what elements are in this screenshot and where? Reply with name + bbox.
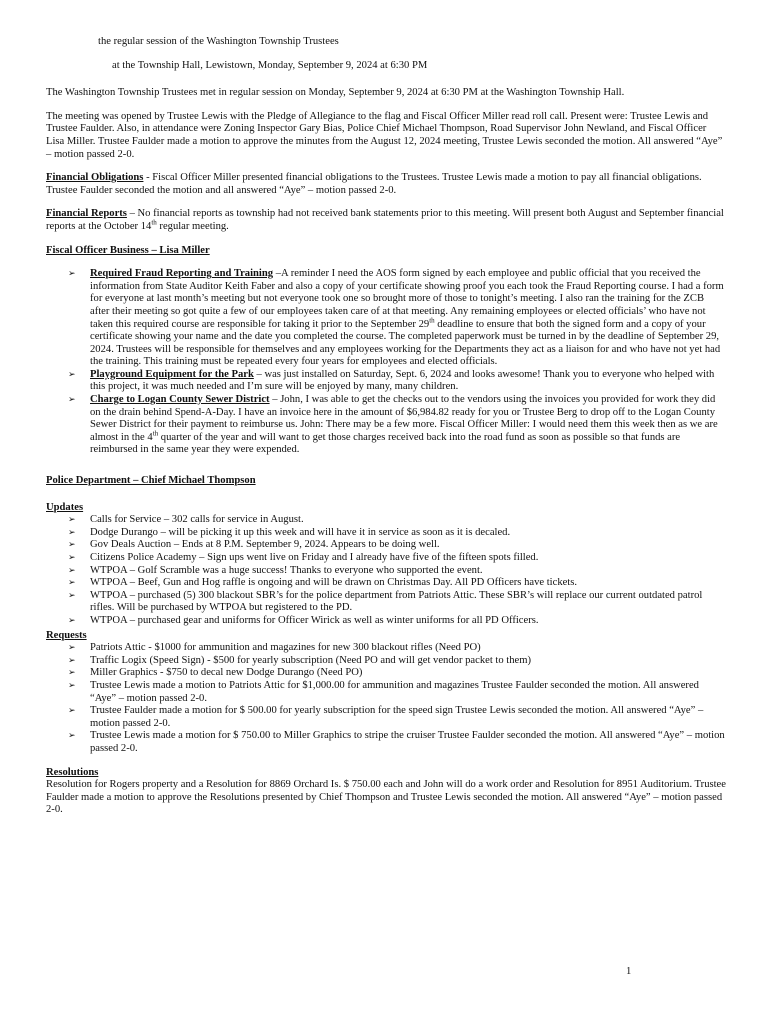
bullet-arrow-icon: ➢ (68, 655, 76, 666)
list-item (46, 680, 726, 705)
bullet-arrow-icon: ➢ (68, 680, 76, 691)
bullet-arrow-icon: ➢ (68, 527, 76, 538)
list-item-text: WTPOA – purchased gear and uniforms for Officer Wirick as well as winter uniforms for all PD Officers. (90, 614, 539, 626)
updates-heading-text: Updates (46, 501, 84, 513)
list-item (46, 527, 726, 540)
item-lead: Charge to Logan County Sewer District (90, 394, 270, 406)
fiscal-officer-list (46, 268, 726, 457)
list-item (46, 394, 726, 457)
bullet-arrow-icon: ➢ (68, 615, 76, 626)
updates-list (46, 514, 726, 627)
list-item-text: WTPOA – Beef, Gun and Hog raffle is ongoing and will be drawn on Christmas Day. All PD Officers have tickets. (90, 577, 578, 589)
list-item (46, 565, 726, 578)
list-item-text: Gov Deals Auction – Ends at 8 P.M. September 9, 2024. Appears to be doing well. (90, 539, 440, 551)
bullet-arrow-icon: ➢ (68, 540, 76, 551)
list-item-text: Miller Graphics - $750 to decal new Dodge Durango (Need PO) (90, 667, 363, 679)
financial-obligations-paragraph (46, 172, 726, 197)
financial-reports-sup: th (151, 218, 157, 227)
list-item (46, 615, 726, 628)
list-item (46, 539, 726, 552)
list-item (46, 730, 726, 755)
item-sup: th (152, 429, 159, 438)
list-item-text: Trustee Lewis made a motion to Patriots Attic for $1,000.00 for ammunition and magazines Trustee Faulder seconded the motion. All answered “Aye” – motion passed 2-0. (90, 679, 699, 704)
requests-heading-text: Requests (46, 629, 87, 641)
bullet-arrow-icon: ➢ (68, 668, 76, 679)
fiscal-officer-heading (46, 245, 726, 258)
resolutions-heading (46, 767, 726, 780)
list-item-text: Dodge Durango – will be picking it up this week and will have it in service as soon as it is decaled. (90, 526, 511, 538)
bullet-arrow-icon: ➢ (68, 395, 76, 406)
item-text-a: – John, I was able to get the checks out to the vendors using the invoices you provided for work they did on the drain behind Spend-A-Day. I have an invoice here in the amount of $6,984.82 ready for you or Trustee Berg to drop off to the Logan County Sewer District for their payment to reimburse us. John: There may be a few more. Fiscal Officer Miller: I would need them this week then as we are almost in the 4 (90, 394, 718, 443)
list-item-text: WTPOA – purchased (5) 300 blackout SBR’s for the police department from Patriots Attic. These SBR’s will replace our current outdated patrol rifles. Will be purchased by WTPOA but registered to the PD. (90, 589, 703, 614)
list-item-text: WTPOA – Golf Scramble was a huge success! Thanks to everyone who supported the event. (90, 564, 483, 576)
opening-paragraph: The meeting was opened by Trustee Lewis with the Pledge of Allegiance to the flag and Fiscal Officer Miller read roll call. Present were: Trustee Lewis and Trustee Faulder. Also, in attendance were Zoning Inspector Gary Bias, Police Chief Michael Thompson, Road Supervisor John Newland, and Fiscal Officer Lisa Miller. Trustee Faulder made a motion to approve the minutes from the August 12, 2024 meeting, Trustee Lewis seconded the motion. All answered “Aye” – motion passed 2-0. (46, 110, 723, 160)
requests-list (46, 642, 726, 755)
financial-reports-heading: Financial Reports (46, 208, 127, 220)
item-lead: Playground Equipment for the Park (90, 368, 254, 380)
bullet-arrow-icon: ➢ (68, 643, 76, 654)
list-item (46, 369, 726, 394)
header-line-1: the regular session of the Washington Township Trustees (98, 36, 339, 47)
list-item-text: Patriots Attic - $1000 for ammunition and magazines for new 300 blackout rifles (Need PO) (90, 642, 481, 654)
list-item (46, 655, 726, 668)
bullet-arrow-icon: ➢ (68, 706, 76, 717)
list-item (46, 577, 726, 590)
resolutions-paragraph: Resolution for Rogers property and a Resolution for 8869 Orchard Is. $ 750.00 each and John will do a work order and Resolution for 8951 Auditorium. Trustee Faulder made a motion to approve the Resolutions presented by Chief Thompson and Trustee Lewis seconded the motion. All answered “Aye” – motion passed 2-0. (46, 779, 726, 816)
list-item-text: Calls for Service – 302 calls for service in August. (90, 514, 304, 526)
header-line-2: at the Township Hall, Lewistown, Monday, September 9, 2024 at 6:30 PM (112, 59, 428, 71)
bullet-arrow-icon: ➢ (68, 565, 76, 576)
document-body (46, 36, 726, 817)
item-text-a: – was just installed on Saturday, Sept. 6, 2024 and looks awesome! Thank you to everyone who helped with this project, it was much needed and I’m sure will be enjoyed by many, many children. (90, 368, 715, 393)
list-item (46, 667, 726, 680)
item-lead: Required Fraud Reporting and Training (90, 268, 274, 280)
item-text-b: quarter of the year and will want to get those charges received back into the road fund as soon as possible so that funds are reimbursed in the same year they were expended. (90, 431, 681, 456)
bullet-arrow-icon: ➢ (68, 269, 76, 280)
list-item-text: Traffic Logix (Speed Sign) - $500 for yearly subscription (Need PO and will get vendor packet to them) (90, 654, 532, 666)
bullet-arrow-icon: ➢ (68, 515, 76, 526)
requests-heading (46, 630, 726, 643)
list-item (46, 552, 726, 565)
financial-obligations-text: - Fiscal Officer Miller presented financial obligations to the Trustees. Trustee Lewis made a motion to pay all financial obligations. Trustee Faulder seconded the motion and all answered “Aye” – motion passed 2-0. (46, 172, 702, 196)
item-sup: th (429, 315, 435, 324)
list-item (46, 268, 726, 369)
financial-reports-text-b: regular meeting. (156, 220, 229, 232)
fiscal-officer-heading-text: Fiscal Officer Business – Lisa Miller (46, 244, 210, 256)
police-heading-text: Police Department – Chief Michael Thompson (46, 475, 256, 487)
list-item-text: Trustee Lewis made a motion for $ 750.00 to Miller Graphics to stripe the cruiser Trustee Faulder seconded the motion. All answered “Aye” – motion passed 2-0. (90, 730, 725, 754)
financial-reports-paragraph (46, 208, 726, 233)
list-item-text: Trustee Faulder made a motion for $ 500.00 for yearly subscription for the speed sign Trustee Lewis seconded the motion. All answered “Aye” – motion passed 2-0. (90, 705, 704, 729)
intro-paragraph: The Washington Township Trustees met in regular session on Monday, September 9, 2024 at 6:30 PM at the Washington Township Hall. (46, 87, 625, 99)
list-item (46, 514, 726, 527)
updates-heading (46, 502, 726, 515)
list-item (46, 642, 726, 655)
bullet-arrow-icon: ➢ (68, 731, 76, 742)
item-text-a: –A reminder I need the AOS form signed by each employee and public official that you received the information from State Auditor Keith Faber and also a copy of your certificate showing proof you each took the Fraud Reporting course. I had a form for everyone at last month’s meeting but not everyone took one so brought more of those to tonight’s meeting. I also ran the training for the ZCB after their meeting so got quite a few of our employees taken care of at that meeting. Any remaining employees or elected officials’ who have not taken this required course are responsible for taking it prior to the September 29 (90, 268, 724, 330)
bullet-arrow-icon: ➢ (68, 369, 76, 380)
page-number: 1 (626, 966, 632, 977)
financial-obligations-heading: Financial Obligations (46, 172, 144, 184)
list-item (46, 590, 726, 615)
list-item (46, 705, 726, 730)
police-heading (46, 475, 726, 488)
bullet-arrow-icon: ➢ (68, 553, 76, 563)
item-text-b: deadline to ensure that both the signed form and a copy of your certificate showing your name and the date you completed the course. The completed paperwork must be turned in by the deadline of September 29, 2024. Trustees will be responsible for themselves and any employees working for the Departments they act as a liaison for and who have not yet had the training. This training must be repeated every four years for employees and elected officials. (90, 318, 721, 368)
resolutions-heading-text: Resolutions (46, 766, 99, 778)
financial-reports-text-a: – No financial reports as township had not received bank statements prior to this meeting. Will present both August and September financial reports at the October 14 (46, 208, 724, 232)
bullet-arrow-icon: ➢ (68, 590, 76, 601)
list-item-text: Citizens Police Academy – Sign ups went live on Friday and I already have five of the fifteen spots filled. (90, 552, 539, 563)
bullet-arrow-icon: ➢ (68, 578, 76, 589)
